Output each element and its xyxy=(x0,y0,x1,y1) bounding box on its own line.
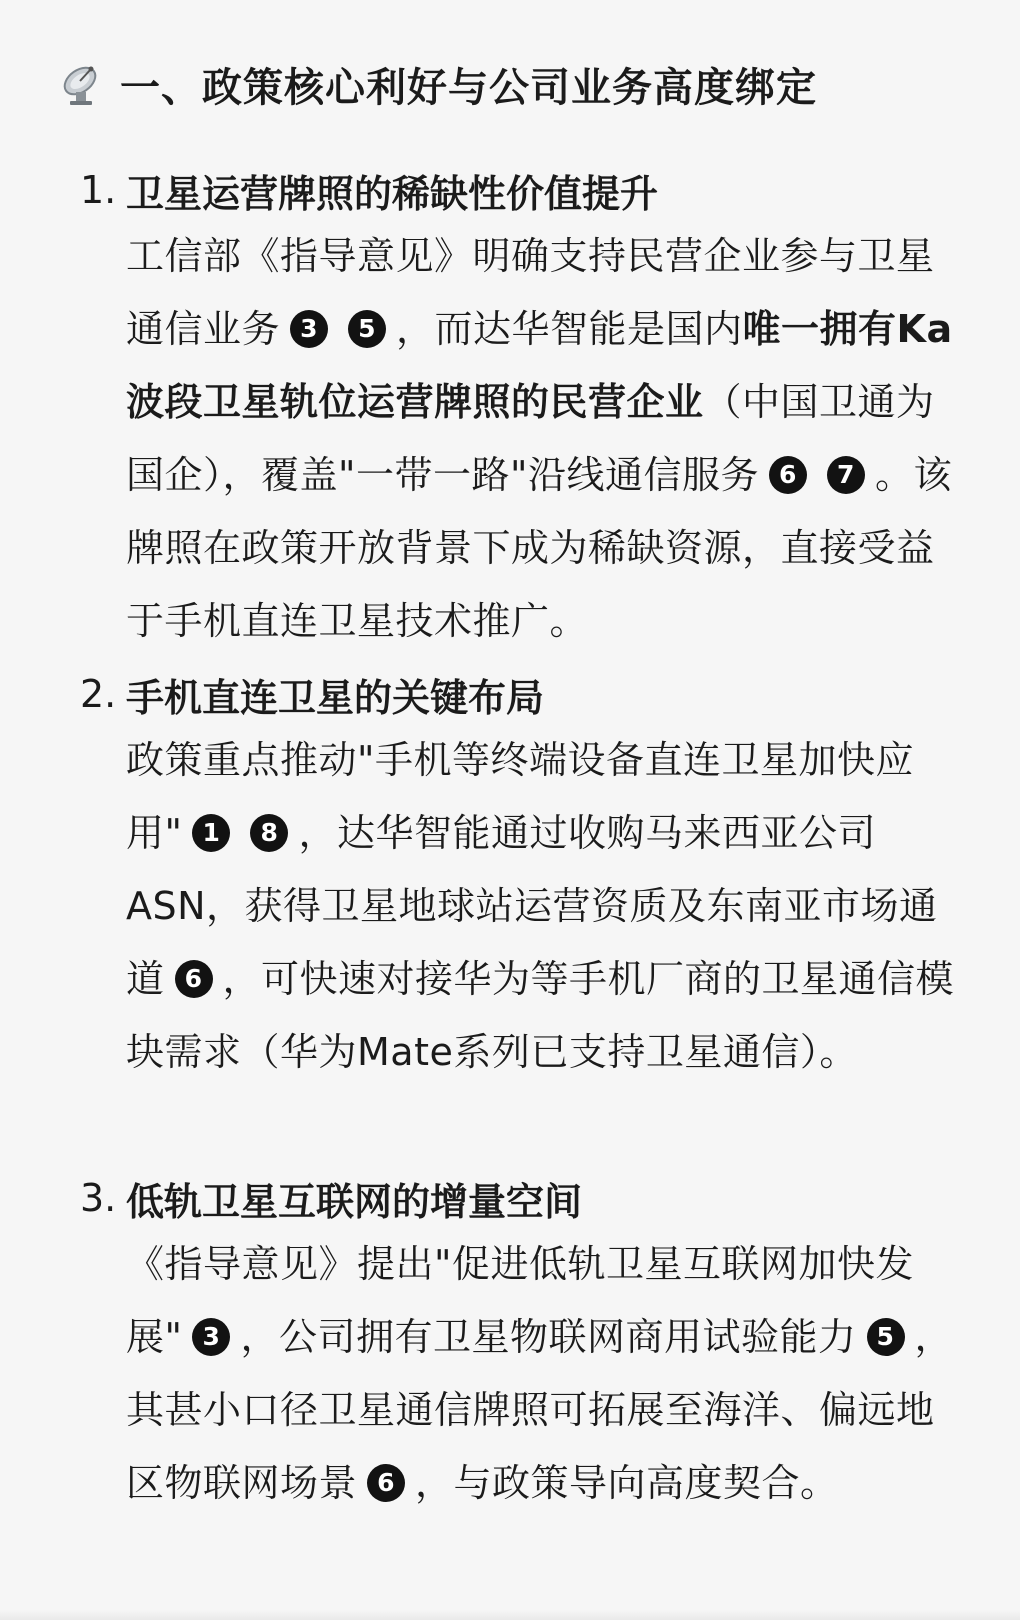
citation-badge[interactable]: 5 xyxy=(348,310,386,348)
body-text: ，公司拥有卫星物联网商用试验能力 xyxy=(240,1315,857,1359)
citation-badge[interactable]: 6 xyxy=(175,960,213,998)
list-item-body xyxy=(126,220,956,658)
body-text: （中国卫通为国企），覆盖"一带一路"沿线通信服务 xyxy=(126,380,935,497)
citation-badge[interactable]: 8 xyxy=(250,814,288,852)
citation-badge[interactable]: 7 xyxy=(827,456,865,494)
bottom-divider xyxy=(0,1610,1020,1620)
list-item xyxy=(80,1168,960,1520)
list-item xyxy=(80,160,960,658)
citation-badge[interactable]: 1 xyxy=(192,814,230,852)
body-text: ，其甚小口径卫星通信牌照可拓展至海洋、偏远地区物联网场景 xyxy=(126,1315,954,1505)
body-text: ，达华智能通过收购马来西亚公司ASN，获得卫星地球站运营资质及东南亚市场通道 xyxy=(126,811,938,1001)
body-text: ，而达华智能是国内 xyxy=(396,307,743,351)
list-number: 2. xyxy=(80,672,117,716)
section-heading xyxy=(60,52,817,116)
list-item xyxy=(80,664,960,1089)
body-text: ，与政策导向高度契合。 xyxy=(415,1461,839,1505)
body-text: 工信部《指导意见》明确支持民营企业参与卫星通信业务 xyxy=(126,234,935,351)
body-text-bold: 唯一拥有Ka波段卫星轨位运营牌照的民营企业 xyxy=(126,307,953,424)
citation-badge[interactable]: 6 xyxy=(367,1464,405,1502)
list-number: 1. xyxy=(80,168,117,212)
citation-badge[interactable]: 6 xyxy=(769,456,807,494)
list-item-title: 卫星运营牌照的稀缺性价值提升 xyxy=(126,171,659,216)
citation-badge[interactable]: 3 xyxy=(192,1318,230,1356)
heading-title: 一、政策核心利好与公司业务高度绑定 xyxy=(120,64,817,111)
list-number: 3. xyxy=(80,1176,117,1220)
citation-badge[interactable]: 5 xyxy=(867,1318,905,1356)
body-text: ，可快速对接华为等手机厂商的卫星通信模块需求（华为Mate系列已支持卫星通信）。 xyxy=(126,957,955,1074)
list-item-body xyxy=(126,1228,956,1520)
body-text: 政策重点推动"手机等终端设备直连卫星加快应用" xyxy=(126,738,914,855)
body-text: 《指导意见》提出"促进低轨卫星互联网加快发展" xyxy=(126,1242,914,1359)
list-item-body xyxy=(126,724,956,1089)
body-text: 。该牌照在政策开放背景下成为稀缺资源，直接受益于手机直连卫星技术推广。 xyxy=(126,453,952,643)
satellite-dish-icon xyxy=(60,61,106,107)
list-item-title: 低轨卫星互联网的增量空间 xyxy=(126,1179,583,1224)
list-item-title: 手机直连卫星的关键布局 xyxy=(126,675,545,720)
citation-badge[interactable]: 3 xyxy=(290,310,328,348)
